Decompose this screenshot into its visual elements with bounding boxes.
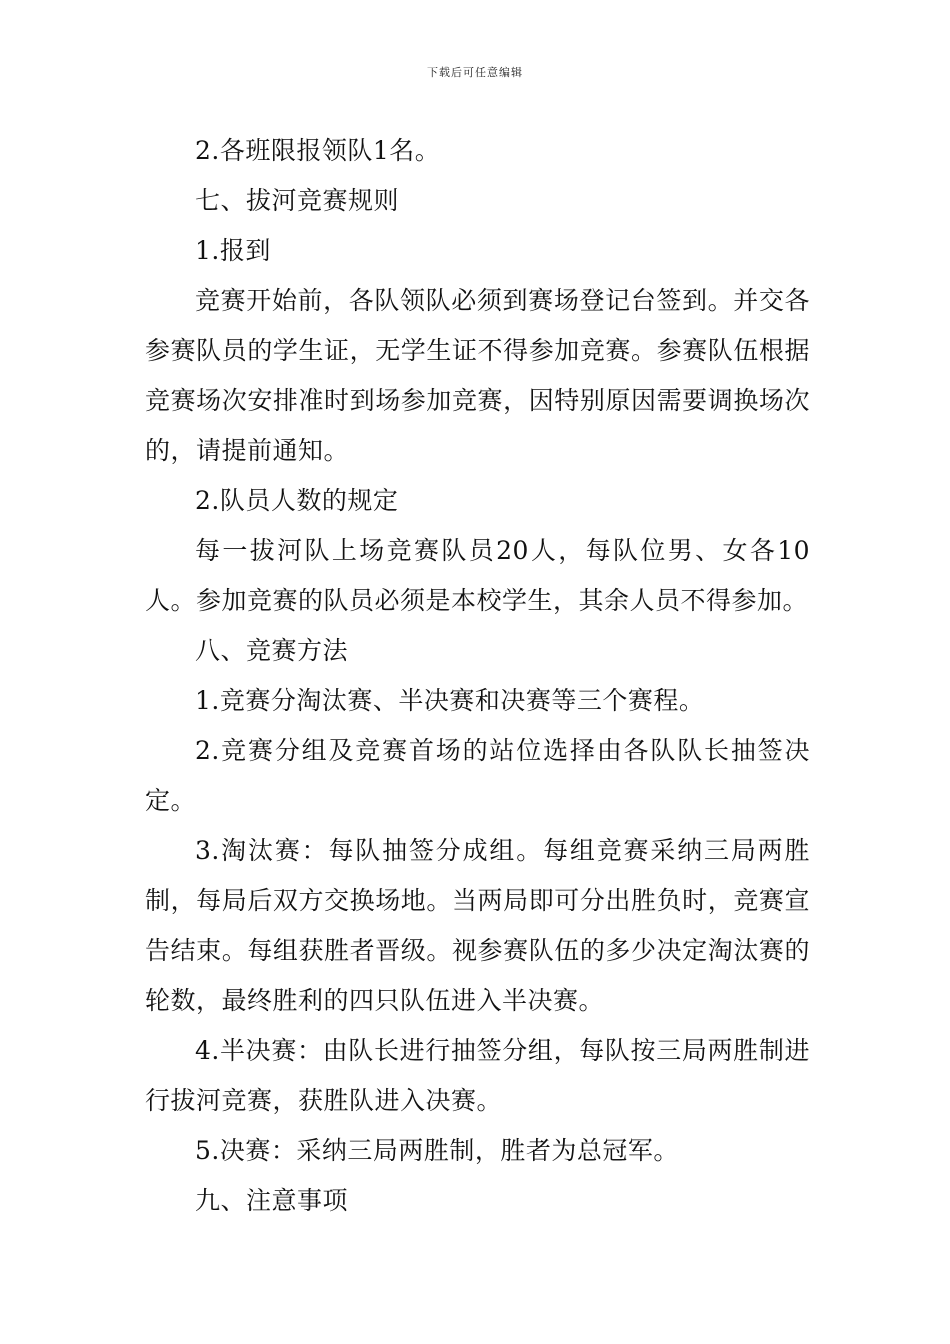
paragraph-team-size: 每一拔河队上场竞赛队员20人，每队位男、女各10人。参加竞赛的队员必须是本校学生，其余人员不得参加。 — [145, 536, 810, 615]
paragraph-stages: 1.竞赛分淘汰赛、半决赛和决赛等三个赛程。 — [195, 686, 705, 715]
paragraph-leader-limit: 2.各班限报领队1名。 — [195, 136, 441, 165]
page-header: 下载后可任意编辑 — [427, 66, 523, 79]
document-body — [145, 126, 810, 1226]
section-heading-tug-of-war-rules: 七、拔河竞赛规则 — [195, 186, 400, 215]
paragraph-semifinal: 4.半决赛：由队长进行抽签分组，每队按三局两胜制进行拔河竞赛，获胜队进入决赛。 — [145, 1036, 810, 1115]
paragraph-final: 5.决赛：采纳三局两胜制，胜者为总冠军。 — [195, 1136, 679, 1165]
subheading-check-in: 1.报到 — [195, 236, 271, 265]
section-heading-notes: 九、注意事项 — [195, 1186, 349, 1215]
section-heading-competition-method: 八、竞赛方法 — [195, 636, 349, 665]
paragraph-grouping: 2.竞赛分组及竞赛首场的站位选择由各队队长抽签决定。 — [145, 736, 810, 815]
subheading-team-size: 2.队员人数的规定 — [195, 486, 399, 515]
paragraph-knockout: 3.淘汰赛：每队抽签分成组。每组竞赛采纳三局两胜制，每局后双方交换场地。当两局即可分出胜负时，竞赛宣告结束。每组获胜者晋级。视参赛队伍的多少决定淘汰赛的轮数，最终胜利的四只队伍进入半决赛。 — [145, 836, 810, 1015]
paragraph-check-in: 竞赛开始前，各队领队必须到赛场登记台签到。并交各参赛队员的学生证，无学生证不得参加竞赛。参赛队伍根据竞赛场次安排准时到场参加竞赛，因特别原因需要调换场次的，请提前通知。 — [145, 286, 810, 465]
